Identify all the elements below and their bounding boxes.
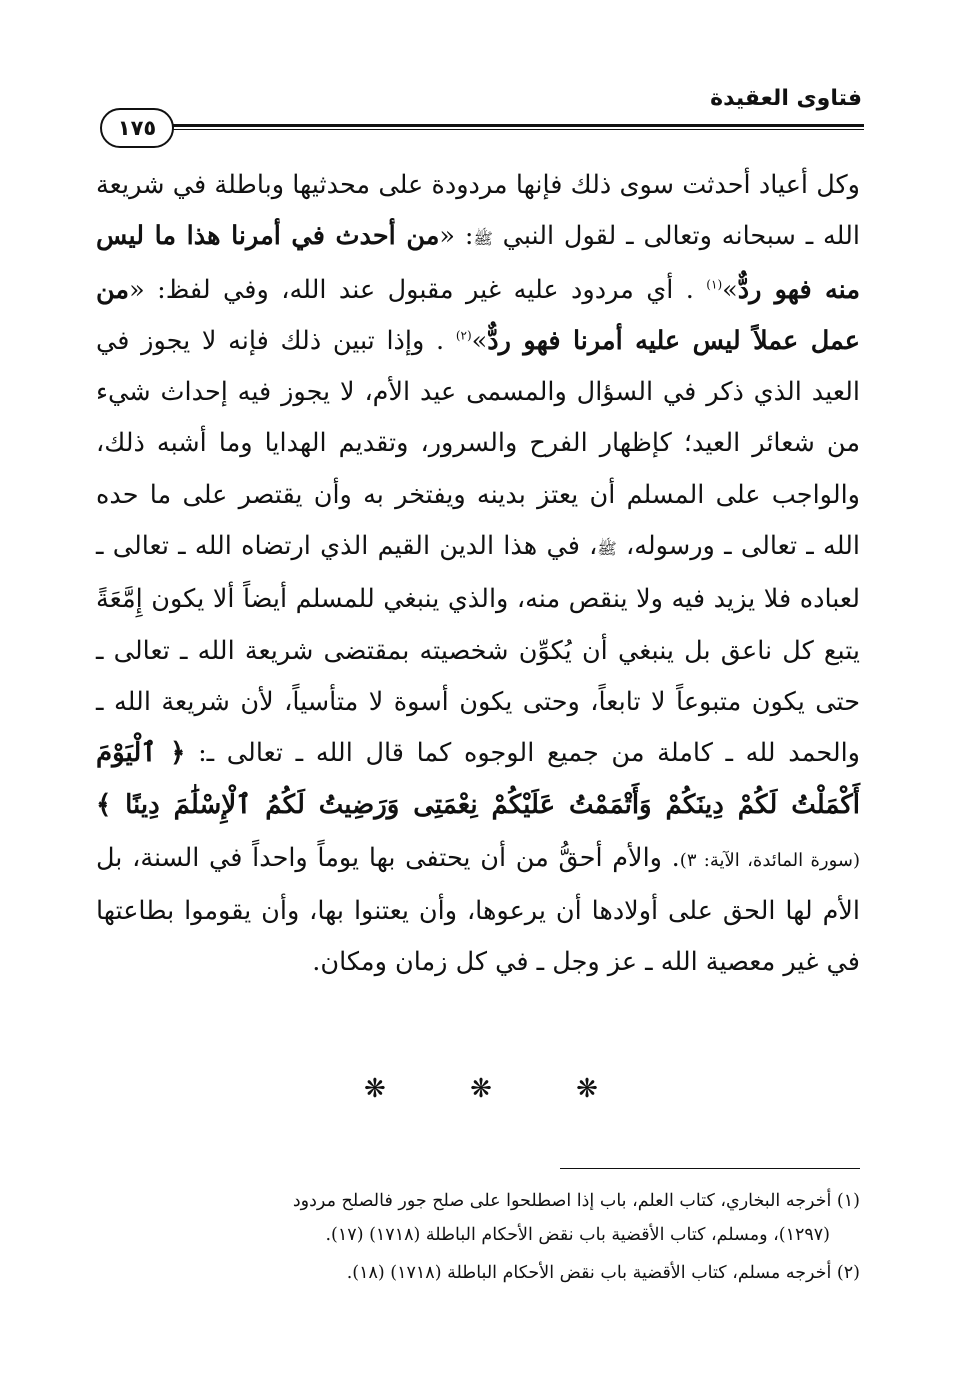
footnote-reference: (٢)	[455, 328, 472, 343]
header-rule	[168, 124, 864, 130]
footnote-line: (١) أخرجه البخاري، كتاب العلم، باب إذا اصطلحوا على صلح جور فالصلح مردود	[292, 1191, 860, 1211]
body-text-segment: . وإذا تبين ذلك فإنه لا يجوز في العيد الذي ذكر في السؤال والمسمى عيد الأم، لا يجوز فيه إحداث شيء من شعائر العيد؛ كإظهار الفرح والسرور، وتقديم الهدايا وما أشبه ذلك، والواجب على المسلم أن يعتز بدينه ويفتخر به وأن يقتصر على ما حده الله ـ تعالى ـ ورسوله،	[96, 325, 860, 562]
hadith-quote: من أحدث في أمرنا هذا ما ليس منه فهو ردٌّ	[96, 221, 860, 305]
honorific-mark: ﷺ	[597, 539, 617, 559]
body-text-segment: »	[722, 274, 738, 305]
page-number: ١٧٥	[100, 108, 174, 148]
quran-verse: ﴿ ٱلْيَوْمَ أَكْمَلْتُ لَكُمْ دِينَكُمْ وَأَتْمَمْتُ عَلَيْكُمْ نِعْمَتِى وَرَضِيتُ لَكُمُ ٱلْإِسْلَٰمَ دِينًا ﴾	[96, 738, 860, 820]
body-paragraph	[96, 160, 860, 989]
body-text-segment: »	[471, 325, 488, 356]
body-text-segment: : «	[439, 221, 474, 252]
honorific-mark: ﷺ	[473, 229, 493, 249]
body-text-segment: . أي مردود عليه غير مقبول عند الله، وفي لفظ: «	[129, 274, 707, 305]
footnotes	[96, 1184, 860, 1294]
footnote-item	[96, 1184, 860, 1252]
running-title: فتاوى العقيدة	[710, 86, 862, 111]
footnote-line: (٢) أخرجه مسلم، كتاب الأقضية باب نقض الأحكام الباطلة (١٧١٨) (١٨).	[346, 1263, 860, 1283]
body-text-segment: ، في هذا الدين القيم الذي ارتضاه الله ـ تعالى ـ لعباده فلا يزيد فيه ولا ينقص منه، والذي ينبغي للمسلم أيضاً ألا يكون إِمَّعَةً يتبع كل ناعق بل ينبغي أن يُكوِّن شخصيته بمقتضى شريعة الله ـ تعالى ـ حتى يكون متبوعاً لا تابعاً، وحتى يكون أسوة لا متأسياً، لأن شريعة الله ـ والحمد لله ـ كاملة من جميع الوجوه كما قال الله ـ تعالى ـ:	[96, 531, 860, 769]
footnote-reference: (١)	[706, 277, 723, 292]
quran-citation: (سورة المائدة، الآية: ٣)	[679, 849, 860, 871]
hadith-quote: من عمل عملاً ليس عليه أمرنا فهو ردٌّ	[96, 274, 860, 356]
body-text-segment: . والأم أحقُّ من أن يحتفى بها يوماً واحداً في السنة، بل الأم لها الحق على أولادها أن يرعوها، وأن يعتنوا بها، وأن يقوموا بطاعتها في غير معصية الله ـ عز وجل ـ في كل زمان ومكان.	[96, 842, 860, 978]
section-separator: ❋ ❋ ❋	[364, 1074, 636, 1104]
footnote-item	[96, 1256, 860, 1290]
body-text-segment: وكل أعياد أحدثت سوى ذلك فإنها مردودة على محدثيها وباطلة في شريعة الله ـ سبحانه وتعالى ـ لقول النبي	[96, 170, 860, 252]
footnote-line: (١٢٩٧)، ومسلم، كتاب الأقضية باب نقض الأحكام الباطلة (١٧١٨) (١٧).	[325, 1225, 830, 1245]
footnote-rule	[560, 1168, 860, 1169]
